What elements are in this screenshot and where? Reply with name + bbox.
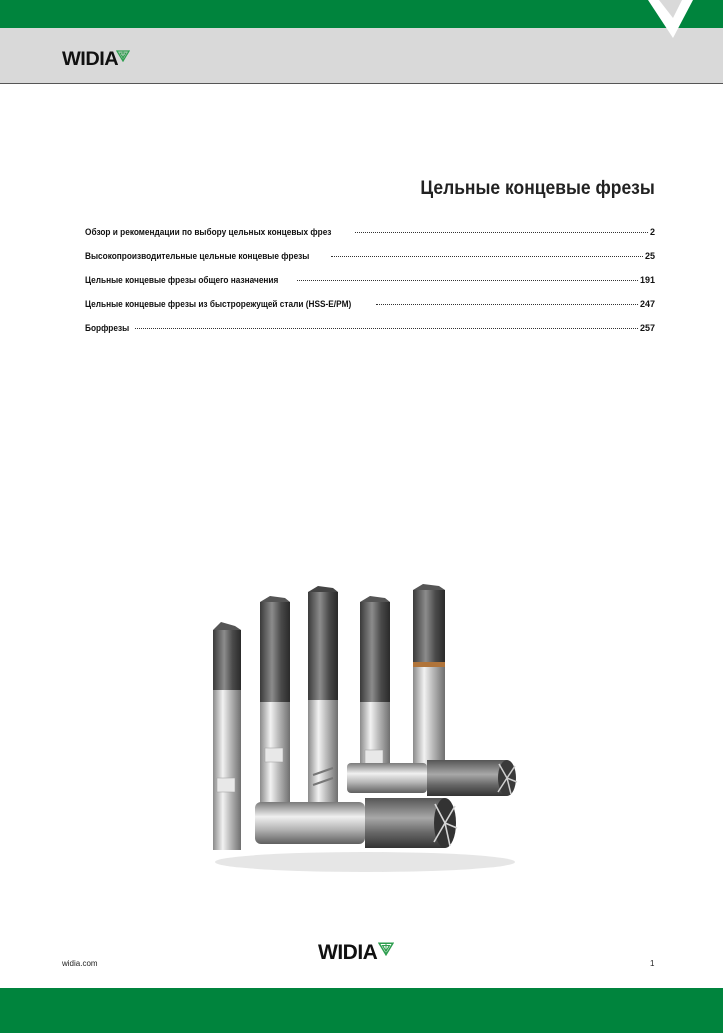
toc-page: 2 <box>649 227 655 237</box>
section-title: Цельные концевые фрезы <box>420 178 655 199</box>
toc-page: 247 <box>639 299 655 309</box>
widia-triangle-logo-icon <box>116 50 130 62</box>
toc-page: 25 <box>644 251 655 261</box>
table-of-contents <box>85 227 655 347</box>
toc-row[interactable] <box>85 299 655 323</box>
header-logo <box>62 50 130 70</box>
footer-page-number: 1 <box>650 959 655 968</box>
toc-leader-dots <box>297 280 638 281</box>
toc-leader-dots <box>376 304 638 305</box>
toc-row[interactable] <box>85 323 655 347</box>
toc-label: Цельные концевые фрезы из быстрорежущей стали (HSS-E/PM) <box>85 299 352 309</box>
toc-label: Борфрезы <box>85 323 130 333</box>
corner-notch-icon <box>0 0 723 40</box>
toc-row[interactable] <box>85 227 655 251</box>
toc-label: Высокопроизводительные цельные концевые фрезы <box>85 251 310 261</box>
toc-page: 257 <box>639 323 655 333</box>
toc-leader-dots <box>135 328 638 329</box>
widia-triangle-logo-icon <box>378 942 394 956</box>
toc-leader-dots <box>355 232 648 233</box>
toc-label: Цельные концевые фрезы общего назначения <box>85 275 279 285</box>
toc-leader-dots <box>331 256 643 257</box>
footer-url[interactable]: widia.com <box>62 959 98 968</box>
toc-row[interactable] <box>85 251 655 275</box>
footer-logo <box>318 942 394 964</box>
footer-logo-text: WIDIA <box>318 941 378 964</box>
toc-label: Обзор и рекомендации по выбору цельных концевых фрез <box>85 227 332 237</box>
toc-row[interactable] <box>85 275 655 299</box>
bottom-green-band <box>0 988 723 1033</box>
end-mills-photo <box>195 580 535 880</box>
toc-page: 191 <box>639 275 655 285</box>
header-logo-text: WIDIA <box>62 49 119 70</box>
